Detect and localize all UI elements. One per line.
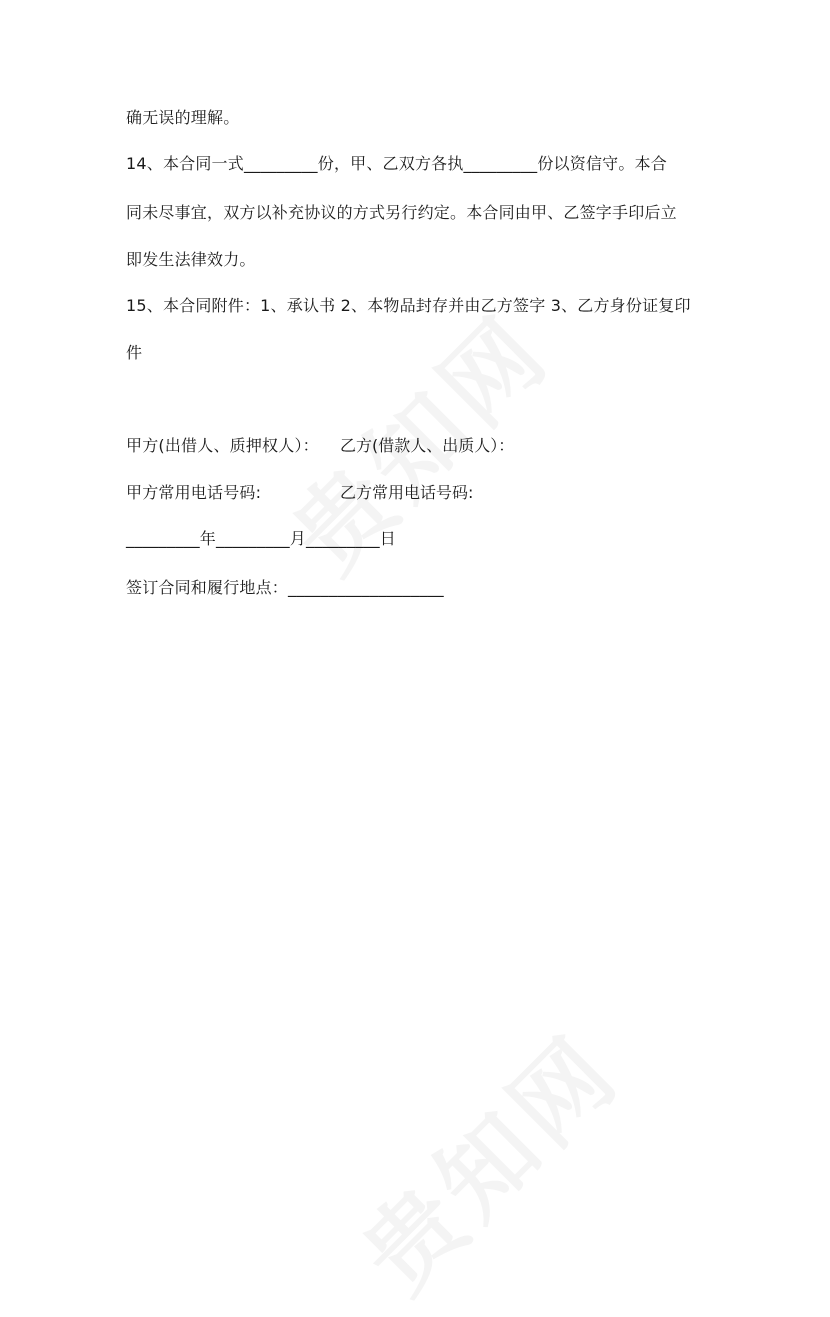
party-b-phone: 乙方常用电话号码:: [340, 483, 474, 502]
clause-14-line-2: 同未尽事宜，双方以补充协议的方式另行约定。本合同由甲、乙签字手印后立: [126, 203, 677, 222]
clause-15-line-2: 件: [126, 343, 143, 362]
paragraph-line: 确无误的理解。: [126, 108, 240, 127]
date-line: _________年_________月_________日: [126, 529, 396, 548]
clause-14-line-3: 即发生法律效力。: [126, 250, 256, 269]
clause-15-line-1: 15、本合同附件：1、承认书 2、本物品封存并由乙方签字 3、乙方身份证复印: [126, 296, 691, 315]
party-a-phone: 甲方常用电话号码:: [126, 483, 262, 502]
clause-14-line-1: 14、本合同一式_________份，甲、乙双方各执_________份以资信守。本合: [126, 154, 667, 173]
party-b-label: 乙方(借款人、出质人）：: [340, 436, 515, 455]
party-a-label: 甲方(出借人、质押权人）：: [126, 436, 319, 455]
place-line: 签订合同和履行地点：___________________: [126, 578, 444, 597]
watermark-bottom: [327, 1000, 644, 1317]
